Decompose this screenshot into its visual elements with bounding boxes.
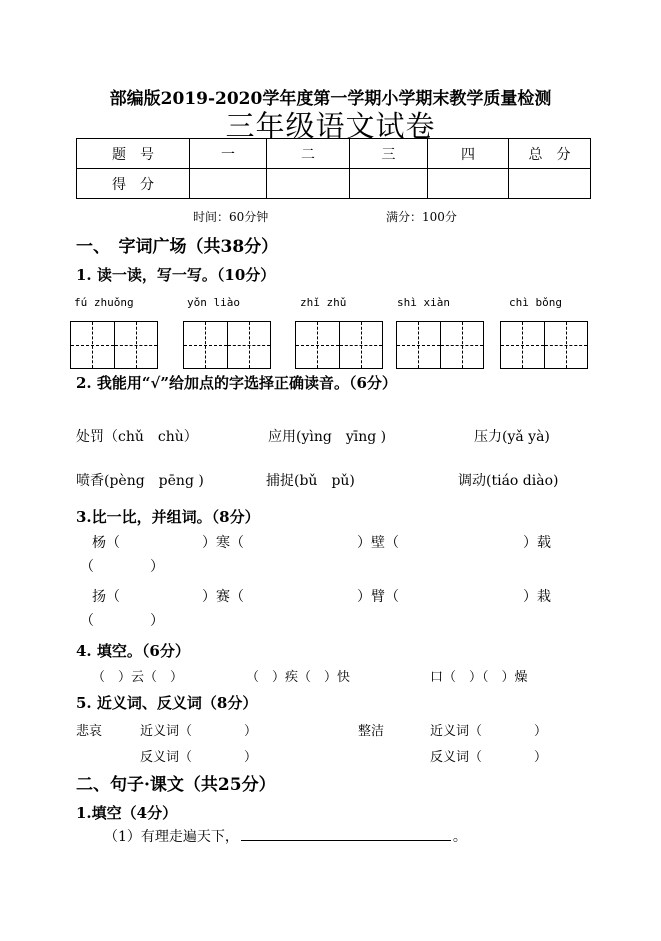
compare-item: ）栽	[523, 589, 551, 605]
table-cell: 得 分	[77, 169, 190, 199]
section2-title: 二、句子·课文（共25分）	[76, 775, 276, 795]
fill-item: 口（ ）（ ）燥	[430, 670, 528, 685]
score-input-cell[interactable]	[428, 169, 509, 199]
synonym-slot: 近义词（ ）	[430, 724, 548, 739]
reading-choice[interactable]: 压力(yǎ yà)	[474, 429, 550, 445]
pinyin-label: yǒn liào	[187, 296, 240, 309]
writing-grid[interactable]	[70, 321, 158, 369]
table-cell: 三	[350, 139, 428, 169]
compare-item-tail: （ ）	[80, 559, 164, 575]
word-label: 整洁	[358, 724, 385, 739]
fill-sentence-suffix: 。	[452, 829, 467, 845]
q5-title: 5. 近义词、反义词（8分）	[76, 694, 258, 712]
score-input-cell[interactable]	[350, 169, 428, 199]
reading-choice[interactable]: 应用(yìng yīng )	[268, 429, 387, 445]
writing-grid[interactable]	[500, 321, 588, 369]
table-cell: 题 号	[77, 139, 190, 169]
pinyin-label: shì xiàn	[397, 296, 450, 309]
compare-item: 扬（	[92, 589, 120, 605]
pinyin-label: zhǐ zhǔ	[300, 296, 347, 309]
reading-choice[interactable]: 喷香(pèng pēng )	[76, 473, 204, 489]
pinyin-label: chì bǒng	[509, 296, 562, 309]
section1-title: 一、 字词广场（共38分）	[76, 237, 279, 257]
compare-item: ）载	[523, 535, 551, 551]
table-cell: 二	[267, 139, 350, 169]
exam-subtitle: 部编版2019-2020学年度第一学期小学期末教学质量检测	[109, 89, 552, 109]
q2-title: 2. 我能用“√”给加点的字选择正确读音。（6分）	[76, 374, 397, 392]
exam-time: 时间：60分钟	[193, 210, 269, 224]
table-cell: 总 分	[509, 139, 591, 169]
score-input-cell[interactable]	[509, 169, 591, 199]
compare-item-tail: （ ）	[80, 613, 164, 629]
fill-sentence-prefix: （1）有理走遍天下，	[104, 829, 239, 845]
antonym-slot: 反义词（ ）	[140, 750, 258, 765]
table-cell: 四	[428, 139, 509, 169]
score-table-header-row	[77, 139, 591, 169]
q4-title: 4. 填空。（6分）	[76, 642, 190, 660]
score-input-cell[interactable]	[267, 169, 350, 199]
fill-sentence	[104, 826, 467, 846]
answer-blank[interactable]	[241, 826, 451, 841]
synonym-slot: 近义词（ ）	[140, 724, 258, 739]
score-table	[76, 138, 591, 199]
writing-grid[interactable]	[183, 321, 271, 369]
fill-item: （ ）疾（ ）快	[246, 670, 351, 685]
writing-grid[interactable]	[396, 321, 484, 369]
reading-choice[interactable]: 处罚（chǔ chù）	[76, 429, 198, 445]
compare-item: ）臂（	[357, 589, 399, 605]
fill-item: （ ）云（ ）	[92, 670, 184, 685]
compare-item: ）赛（	[202, 589, 244, 605]
table-cell: 一	[190, 139, 267, 169]
compare-item: ）寒（	[202, 535, 244, 551]
score-input-cell[interactable]	[190, 169, 267, 199]
reading-choice[interactable]: 调动(tiáo diào)	[458, 473, 559, 489]
score-table-score-row	[77, 169, 591, 199]
word-label: 悲哀	[76, 724, 103, 739]
pinyin-label: fú zhuǒng	[74, 296, 134, 309]
antonym-slot: 反义词（ ）	[430, 750, 548, 765]
compare-item: ）壁（	[357, 535, 399, 551]
writing-grid[interactable]	[295, 321, 383, 369]
reading-choice[interactable]: 捕捉(bǔ pǔ)	[266, 473, 355, 489]
s2-q1-title: 1.填空（4分）	[76, 804, 178, 822]
q1-title: 1. 读一读，写一写。（10分）	[76, 266, 276, 284]
exam-title: 三年级语文试卷	[225, 109, 436, 143]
exam-full-score: 满分：100分	[386, 210, 457, 224]
compare-item: 杨（	[92, 535, 120, 551]
q3-title: 3.比一比，并组词。（8分）	[76, 508, 260, 526]
